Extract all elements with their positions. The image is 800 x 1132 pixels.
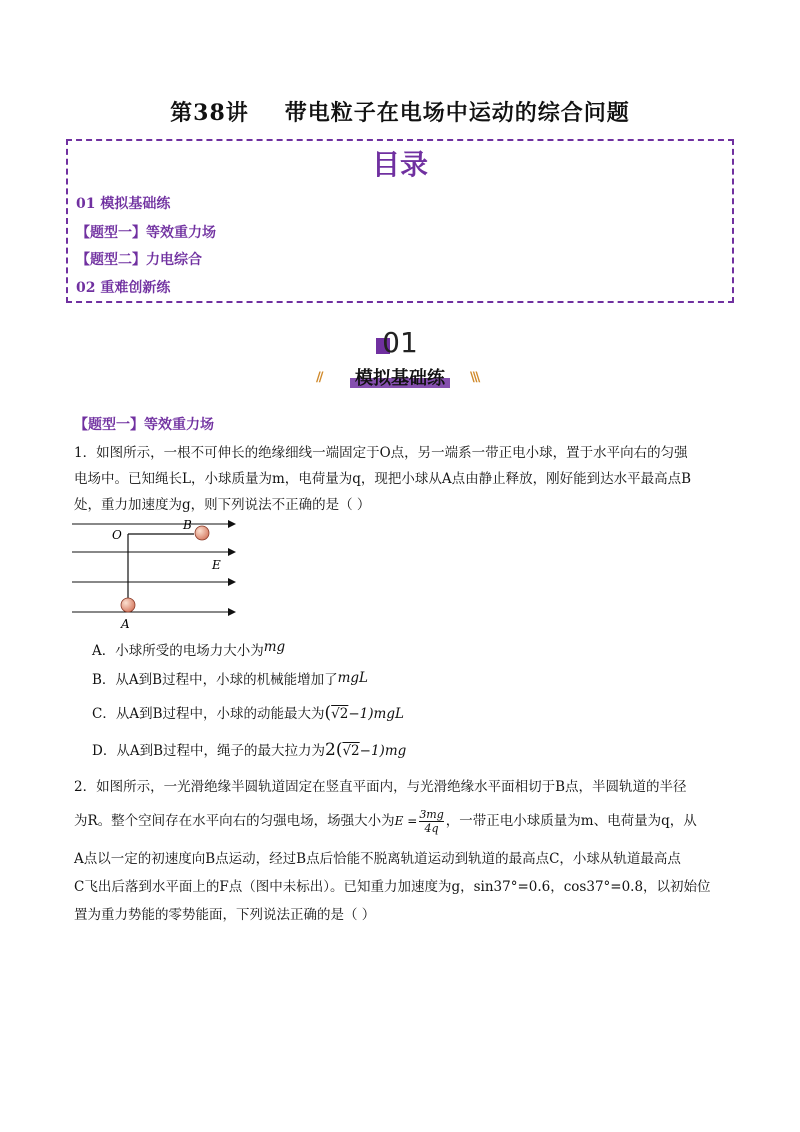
q2-frac-num: 3mg bbox=[419, 808, 444, 821]
section-label: 模拟基础练 bbox=[355, 368, 445, 389]
q1-line1: 1．如图所示，一根不可伸长的绝缘细线一端固定于O点，另一端系一带正电小球，置于水平向右的匀强 bbox=[74, 445, 688, 461]
label-O: O bbox=[112, 528, 122, 542]
left-decor: // bbox=[316, 370, 322, 385]
section-badge bbox=[310, 326, 490, 396]
toc-item-type2[interactable]: 【题型二】力电综合 bbox=[76, 252, 202, 268]
q1-option-b[interactable] bbox=[92, 668, 368, 690]
q1-line3: 处，重力加速度为g，则下列说法不正确的是（ ） bbox=[74, 497, 371, 513]
option-a-text: A．小球所受的电场力大小为 bbox=[92, 643, 264, 659]
label-E: E bbox=[212, 558, 221, 572]
label-B: B bbox=[183, 518, 192, 532]
q2-line2 bbox=[74, 808, 734, 835]
q2-line2-post: ，一带正电小球质量为m、电荷量为q，从 bbox=[445, 813, 697, 829]
q1-option-a[interactable] bbox=[92, 637, 285, 661]
ball-A bbox=[121, 598, 135, 612]
q2-line5: 置为重力势能的零势能面，下列说法正确的是（ ） bbox=[74, 907, 376, 923]
q2-frac-den: 4q bbox=[419, 821, 443, 835]
q2-fraction bbox=[419, 808, 443, 835]
q1-option-d[interactable] bbox=[92, 740, 406, 761]
option-c-root: √2 bbox=[331, 706, 349, 722]
q2-line4: C飞出后落到水平面上的F点（图中未标出）。已知重力加速度为g，sin37°=0.6，cos37°=0.8，以初始位 bbox=[74, 879, 711, 895]
right-decor: \\\ bbox=[470, 370, 479, 385]
electric-field-diagram bbox=[70, 518, 240, 630]
table-of-contents bbox=[66, 139, 734, 303]
q1-line2: 电场中。已知绳长L，小球质量为m，电荷量为q，现把小球从A点由静止释放，刚好能到达水平最高点B bbox=[74, 471, 692, 487]
q2-line3: A点以一定的初速度向B点运动，经过B点后恰能不脱离轨道运动到轨道的最高点C，小球从轨道最高点 bbox=[74, 851, 681, 867]
option-a-math: mg bbox=[263, 639, 286, 655]
q1-option-c[interactable] bbox=[92, 703, 404, 724]
option-b-text: B．从A到B过程中，小球的机械能增加了 bbox=[92, 672, 338, 688]
type1-heading: 【题型一】等效重力场 bbox=[74, 417, 214, 433]
q2-line2-pre: 为R。整个空间存在水平向右的匀强电场，场强大小为 bbox=[74, 813, 395, 829]
ball-B bbox=[195, 526, 209, 540]
option-d-root: √2 bbox=[342, 743, 360, 759]
lecture-topic: 带电粒子在电场中运动的综合问题 bbox=[284, 100, 630, 126]
toc-heading: 目录 bbox=[371, 148, 428, 181]
option-b-math: mgL bbox=[337, 670, 369, 686]
option-d-math: −1)mg bbox=[359, 743, 407, 759]
lecture-number: 第38讲 bbox=[170, 100, 249, 126]
toc-item-advanced[interactable]: 02 重难创新练 bbox=[76, 280, 171, 296]
page-title bbox=[0, 96, 800, 127]
toc-item-basic[interactable]: 01 模拟基础练 bbox=[76, 196, 171, 212]
toc-item-type1[interactable]: 【题型一】等效重力场 bbox=[76, 225, 216, 241]
label-A: A bbox=[121, 617, 130, 630]
section-number: 01 bbox=[382, 326, 418, 359]
option-d-paren: 2( bbox=[325, 740, 343, 760]
q2-eq-lhs: E = bbox=[394, 814, 418, 828]
option-c-text: C．从A到B过程中，小球的动能最大为 bbox=[92, 706, 325, 722]
option-c-math: −1)mgL bbox=[348, 706, 404, 722]
q2-line1: 2．如图所示，一光滑绝缘半圆轨道固定在竖直平面内，与光滑绝缘水平面相切于B点，半圆轨道的半径 bbox=[74, 779, 687, 795]
option-c-paren: ( bbox=[324, 703, 332, 723]
option-d-text: D．从A到B过程中，绳子的最大拉力为 bbox=[92, 743, 325, 759]
